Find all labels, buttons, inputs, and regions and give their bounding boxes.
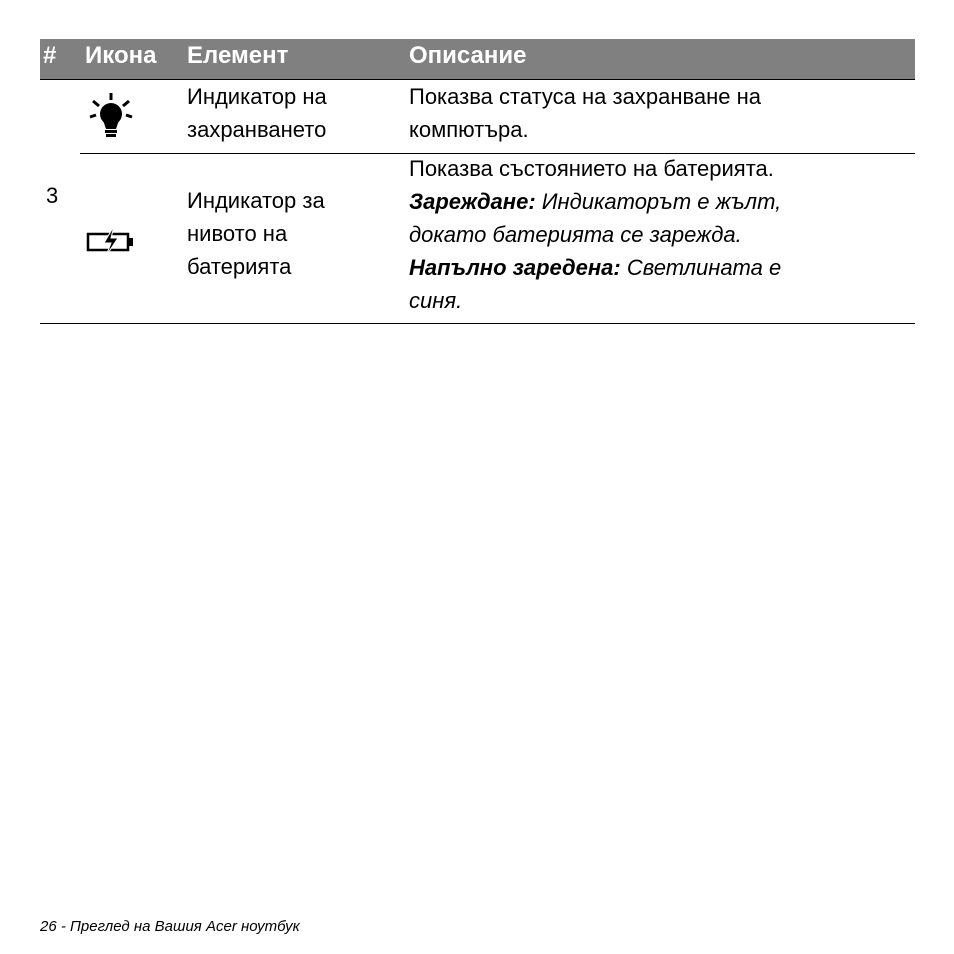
description-line: Показва статуса на захранване на <box>409 84 762 109</box>
charging-text: Индикаторът е жълт, <box>535 189 782 214</box>
power-indicator-description <box>409 80 761 146</box>
header-element: Елемент <box>187 42 289 69</box>
full-text-continued: синя. <box>409 288 463 313</box>
description-intro: Показва състоянието на батерията. <box>409 156 774 181</box>
battery-indicator-element <box>187 184 325 283</box>
element-line: Индикатор на <box>187 84 327 109</box>
element-line: Индикатор за <box>187 188 325 213</box>
page-footer: 26 - Преглед на Вашия Acer ноутбук <box>40 918 300 935</box>
full-line <box>409 251 781 284</box>
element-line: батерията <box>187 254 292 279</box>
charging-line <box>409 185 781 218</box>
header-description: Описание <box>409 42 527 69</box>
description-line: компютъра. <box>409 117 529 142</box>
full-text: Светлината е <box>620 255 782 280</box>
header-number: # <box>43 42 57 69</box>
table-body <box>40 80 915 324</box>
row-number: 3 <box>46 183 59 208</box>
element-line: нивото на <box>187 221 288 246</box>
battery-charging-icon <box>86 224 136 258</box>
lightbulb-icon <box>88 91 134 141</box>
charging-text-continued: докато батерията се зарежда. <box>409 222 742 247</box>
table-header <box>40 39 915 80</box>
power-indicator-element <box>187 80 327 146</box>
charging-label: Зареждане: <box>409 189 536 214</box>
components-table <box>40 39 915 324</box>
header-icon: Икона <box>85 42 157 69</box>
element-line: захранването <box>187 117 327 142</box>
full-label: Напълно заредена: <box>409 255 621 280</box>
battery-indicator-description <box>409 152 781 317</box>
